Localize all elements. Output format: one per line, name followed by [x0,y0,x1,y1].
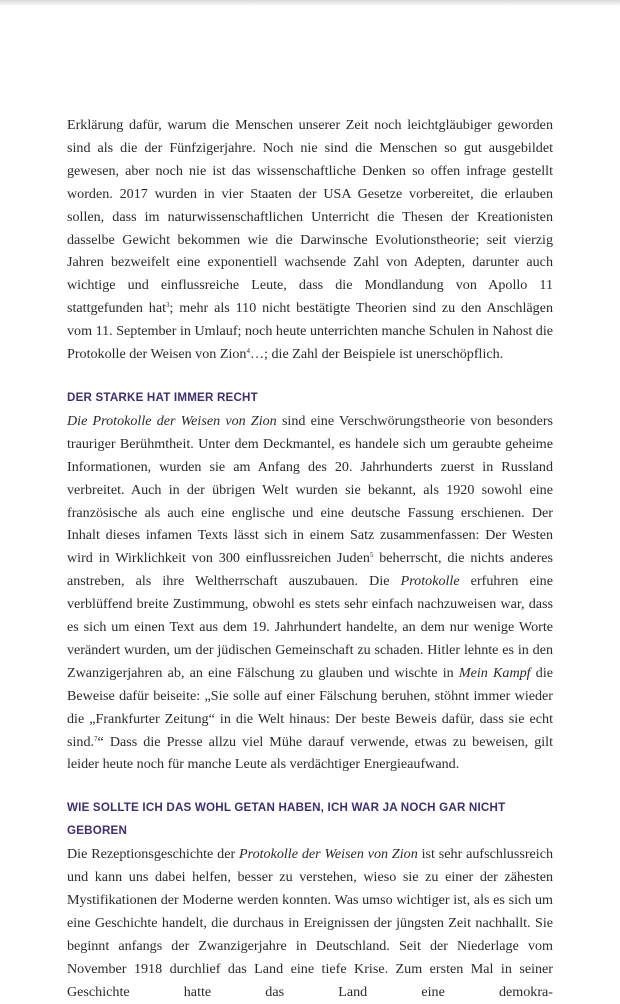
text-run: Die Rezeptionsgeschichte der [67,846,239,863]
footnote-ref-3[interactable]: 3 [166,301,170,310]
italic-title: Die Protokolle der Weisen von Zion [67,412,277,429]
text-run: Erklärung dafür, warum die Menschen unserer Zeit noch leichtgläubiger geworden sind als die der Fünfzigerjahre. Noch nie sind die Menschen so gut ausgebildet gewesen, aber noch nie ist das wissenschaftliche Denken so offen infrage gestellt worden. 2017 wurden in vier Staaten der USA Gesetze vorbereitet, die erlauben sollen, dass im naturwissenschaftlichen Unterricht die Thesen der Kreationisten dasselbe Gewicht bekommen wie die Darwinsche Evolutionstheorie; seit vierzig Jahren bezweifelt eine exponentiell wachsende Zahl von Adepten, darunter auch wichtige und einflussreiche Leute, dass die Mondlandung von Apollo 11 stattgefunden hat [67,117,553,317]
section-spacer [67,776,553,797]
paragraph-intro [67,114,553,366]
book-page [67,114,553,1004]
text-run: …; die Zahl der Beispiele ist unerschöpflich. [249,346,504,363]
section-heading-der-starke: DER STARKE HAT IMMER RECHT [67,390,258,404]
paragraph-rezeption [67,843,553,1003]
text-run: “ Dass die Presse allzu viel Mühe darauf verwende, etwas zu beweisen, gilt leider heute noch für manche Leute als verdächtiger Energieaufwand. [67,733,553,773]
text-run: ; mehr als 110 nicht bestätigte Theorien sind zu den Anschlägen vom 11. September in Umlauf; noch heute unterrichten manche Schulen in Nahost die Protokolle der Weisen von Zion [67,300,553,363]
text-run: erfuhren eine verblüffend breite Zustimmung, obwohl es stets sehr einfach nachzuweisen war, dass es sich um einen Text aus dem 19. Jahrhundert handelte, an dem nur wenige Worte verändert wurden, um der jüdischen Gemeinschaft zu schaden. Hitler lehnte es in den Zwanzigerjahren ab, an eine Fälschung zu glauben und wischte in [67,573,553,681]
text-run: sind eine Verschwörungstheorie von besonders trauriger Berühmtheit. Unter dem Deckmantel, es handele sich um geraubte geheime Informationen, wurden sie am Anfang des 20. Jahrhunderts zuerst in Russland verbreitet. Auch in der übrigen Welt wurden sie bekannt, als 1920 sowohl eine französische als auch eine englische und eine deutsche Fassung erschienen. Der Inhalt dieses infamen Texts lässt sich in einem Satz zusammenfassen: Der Westen wird in Wirklichkeit von 300 einflussreichen Juden [67,412,553,567]
footnote-ref-5[interactable]: 5 [369,551,374,560]
text-run: ist sehr aufschlussreich und kann uns dabei helfen, besser zu verstehen, wieso sie zu einer der zähesten Mystifikationen der Moderne werden konnten. Was umso wichtiger ist, als es sich um eine Geschichte handelt, die durchaus in Ereignissen der jüngsten Zeit nachhallt. Sie beginnt anfangs der Zwanzigerjahre in Deutschland. Seit der Niederlage vom November 1918 durchlief das Land eine tiefe Krise. Zum ersten Mal in seiner Geschichte hatte das Land eine demokra- [67,846,553,1000]
italic-title: Protokolle der Weisen von Zion [239,846,418,863]
section-heading-wie-sollte-ich: WIE SOLLTE ICH DAS WOHL GETAN HABEN, ICH WAR JA NOCH GAR NICHT GEBOREN [67,801,506,838]
footnote-ref-4[interactable]: 4 [246,347,250,356]
footnote-ref-7[interactable]: 7 [94,734,98,743]
page-top-shadow [0,0,620,6]
text-run: beherrscht, die nichts anderes anstreben, als ihre Weltherrschaft auszubauen. Die [67,550,553,590]
paragraph-der-starke [67,410,553,777]
text-run: die Beweise dafür beiseite: „Sie solle auf einer Fälschung beruhen, stöhnt immer wieder die „Frankfurter Zeitung“ in die Welt hinaus: Der beste Beweis dafür, dass sie echt sind. [67,664,553,750]
italic-title: Protokolle [400,573,460,590]
italic-title: Mein Kampf [458,664,531,681]
section-spacer [67,366,553,387]
